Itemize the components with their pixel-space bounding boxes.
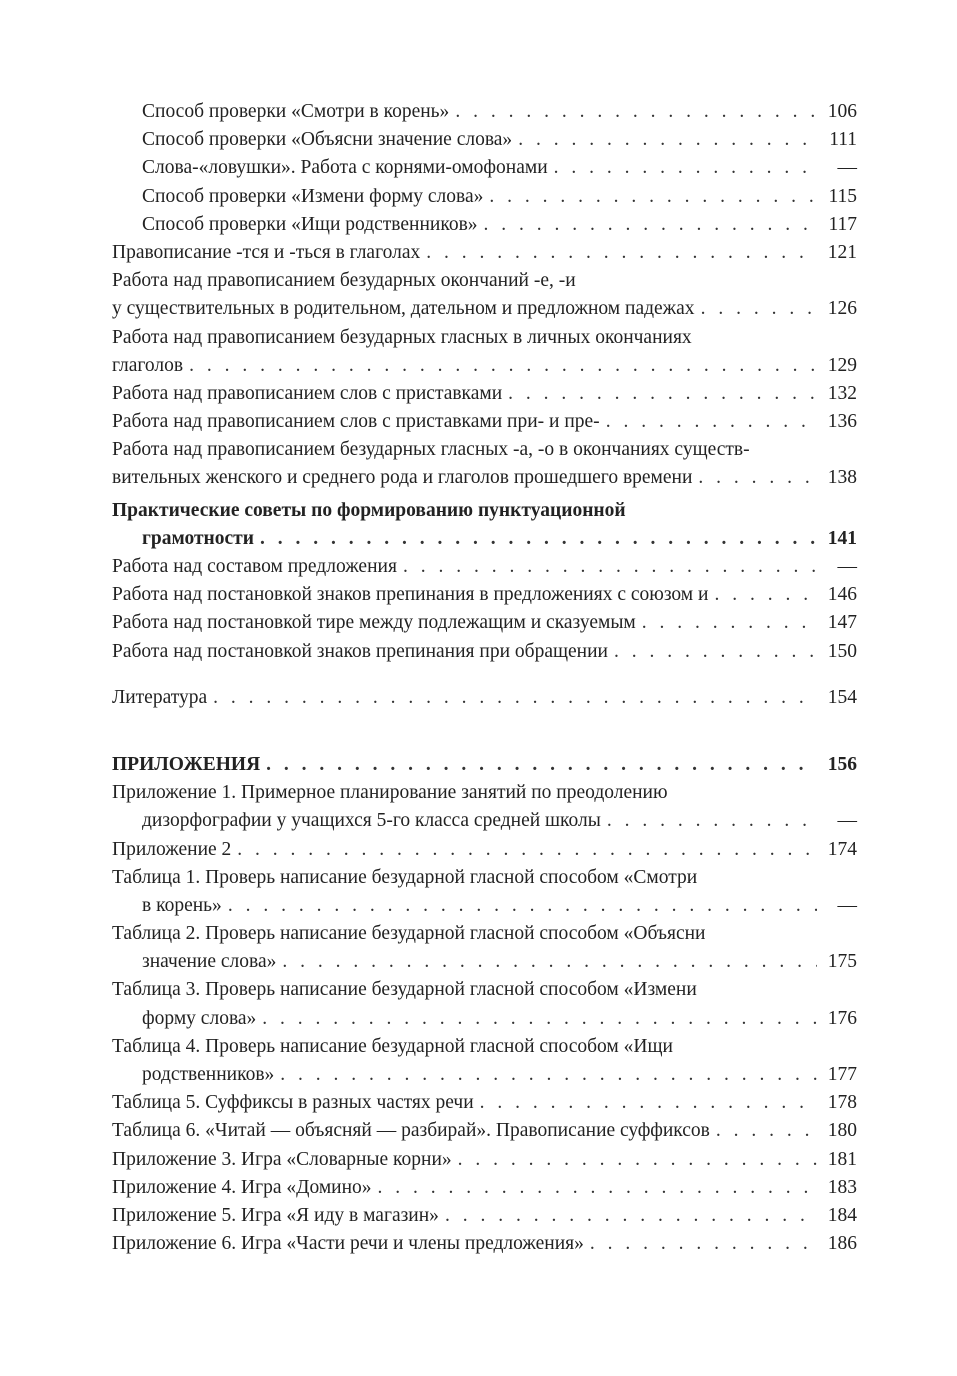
dot-leader <box>614 638 817 666</box>
toc-entry-title: Таблица 2. Проверь написание безударной гласной способом «Объясни <box>112 923 706 945</box>
toc-section-title: грамотности <box>142 527 255 549</box>
toc-entry-page: 184 <box>827 1204 857 1226</box>
toc-section-page: 156 <box>827 753 857 775</box>
toc-entry <box>112 581 857 609</box>
dot-leader <box>403 553 817 581</box>
toc-entry <box>112 1089 857 1117</box>
dot-leader <box>280 1061 817 1089</box>
toc-entry-title: Способ проверки «Измени форму слова» <box>142 185 484 207</box>
toc-section-title: Практические советы по формированию пунктуационной <box>112 499 626 521</box>
toc-entry-title: в корень» <box>142 894 222 916</box>
toc-entry-title: Работа над правописанием слов с приставками <box>112 382 503 404</box>
dot-leader <box>480 1089 817 1117</box>
toc-entry <box>112 464 857 492</box>
toc-entry-title: Таблица 6. «Читай — объясняй — разбирай». Правописание суффиксов <box>112 1120 710 1142</box>
toc-entry <box>112 211 857 239</box>
toc-entry-title: Приложение 2 <box>112 838 232 860</box>
dot-leader <box>189 352 817 380</box>
toc-entry-title: Приложение 1. Примерное планирование занятий по преодолению <box>112 782 668 804</box>
toc-entry-title: значение слова» <box>142 951 277 973</box>
toc-entry <box>112 1202 857 1230</box>
toc-entry-page: 177 <box>827 1064 857 1085</box>
dot-leader <box>607 807 817 835</box>
toc-entry-title: Слова-«ловушки». Работа с корнями-омофонами <box>142 157 548 179</box>
toc-entry <box>112 948 857 976</box>
dot-leader <box>262 1005 817 1033</box>
toc-entry-first-line <box>112 436 857 464</box>
toc-entry-page: — <box>837 894 857 916</box>
toc-entry-title: Таблица 3. Проверь написание безударной гласной способом «Измени <box>112 979 697 1001</box>
toc-entry <box>112 807 857 835</box>
dot-leader <box>455 98 817 126</box>
toc-entry-page: 126 <box>827 298 857 320</box>
toc-entry-title: Приложение 4. Игра «Домино» <box>112 1176 372 1198</box>
dot-leader <box>458 1146 817 1174</box>
toc-entry-page: 175 <box>827 951 857 973</box>
toc-entry-page: 136 <box>827 411 857 433</box>
toc-entry-title: у существительных в родительном, дательном и предложном падежах <box>112 298 695 320</box>
dot-leader <box>266 751 817 779</box>
toc-entry <box>112 1230 857 1258</box>
dot-leader <box>714 581 817 609</box>
toc-entry-first-line <box>112 864 857 892</box>
toc-entry <box>112 239 857 267</box>
toc-section-page: 141 <box>827 527 857 549</box>
dot-leader <box>489 183 817 211</box>
toc-entry-page: — <box>837 556 857 577</box>
toc-entry-page: 138 <box>827 467 857 489</box>
toc-entry <box>112 1117 857 1145</box>
toc-entry-title: глаголов <box>112 354 184 376</box>
toc-entry-title: Работа над правописанием безударных гласных -а, -о в окончаниях существ- <box>112 439 750 461</box>
toc-entry-title: вительных женского и среднего рода и глаголов прошедшего времени <box>112 467 693 489</box>
dot-leader <box>378 1174 817 1202</box>
toc-entry-page: 183 <box>827 1176 857 1198</box>
toc-entry-first-line <box>112 324 857 352</box>
toc-entry-page: — <box>837 810 857 832</box>
toc-section-appendices <box>112 751 857 779</box>
toc-entry-page: 180 <box>827 1120 857 1142</box>
toc-entry-title: Способ проверки «Смотри в корень» <box>142 101 450 122</box>
toc-entry <box>112 380 857 408</box>
toc-entry-page: 129 <box>827 354 857 376</box>
toc-entry <box>112 609 857 637</box>
toc-entry-title: Работа над правописанием безударных окончаний -е, -и <box>112 270 576 292</box>
toc-section <box>112 525 857 553</box>
dot-leader <box>228 892 817 920</box>
dot-leader <box>213 684 817 712</box>
toc-entry-title: Приложение 3. Игра «Словарные корни» <box>112 1148 452 1170</box>
toc-entry <box>112 638 857 666</box>
dot-leader <box>518 126 817 154</box>
toc-entry-page: 174 <box>827 838 857 860</box>
toc-entry-title: Работа над постановкой тире между подлежащим и сказуемым <box>112 612 636 634</box>
dot-leader <box>237 836 817 864</box>
toc-entry-title: форму слова» <box>142 1007 257 1029</box>
toc-entry-title: Способ проверки «Ищи родственников» <box>142 213 478 235</box>
toc-entry <box>112 183 857 211</box>
toc-entry-page: 117 <box>828 213 857 235</box>
toc-entry <box>112 1061 857 1089</box>
toc-entry-title: Работа над постановкой знаков препинания при обращении <box>112 640 608 662</box>
toc-entry <box>112 408 857 436</box>
toc-entry-first-line <box>112 920 857 948</box>
toc-entry <box>112 126 857 154</box>
toc-entry-title: Таблица 5. Суффиксы в разных частях речи <box>112 1092 474 1114</box>
toc-entry-page: 176 <box>827 1007 857 1029</box>
toc-entry-page: 106 <box>827 101 857 122</box>
toc-entry-page: 150 <box>827 640 857 662</box>
toc-entry-page: 132 <box>827 382 857 404</box>
toc-entry-literature <box>112 684 857 712</box>
dot-leader <box>606 408 817 436</box>
dot-leader <box>426 239 817 267</box>
dot-leader <box>484 211 817 239</box>
toc-entry-first-line <box>112 267 857 295</box>
toc-entry <box>112 1146 857 1174</box>
toc-entry-page: 146 <box>827 584 857 606</box>
toc-entry-page: 181 <box>827 1148 857 1170</box>
toc-entry-title: Приложение 5. Игра «Я иду в магазин» <box>112 1204 439 1226</box>
toc-entry-title: Литература <box>112 686 208 708</box>
toc-entry-title: Приложение 6. Игра «Части речи и члены предложения» <box>112 1233 584 1255</box>
toc-entry-first-line <box>112 976 857 1004</box>
table-of-contents <box>112 98 857 1258</box>
dot-leader <box>508 380 817 408</box>
dot-leader <box>590 1230 817 1258</box>
toc-entry-page: 178 <box>827 1092 857 1114</box>
toc-entry-page: 121 <box>827 241 857 263</box>
toc-entry-title: Работа над составом предложения <box>112 556 397 577</box>
dot-leader <box>282 948 817 976</box>
toc-entry-title: Работа над правописанием слов с приставками при- и пре- <box>112 411 600 433</box>
toc-entry <box>112 1174 857 1202</box>
toc-entry-title: Работа над правописанием безударных гласных в личных окончаниях <box>112 326 692 348</box>
dot-leader <box>642 609 817 637</box>
toc-entry-title: дизорфографии у учащихся 5-го класса средней школы <box>142 810 601 832</box>
toc-entry <box>112 154 857 182</box>
toc-entry-page: 147 <box>827 612 857 634</box>
toc-entry <box>112 98 857 126</box>
toc-entry-title: родственников» <box>142 1064 275 1085</box>
dot-leader <box>260 525 817 553</box>
toc-entry-title: Таблица 1. Проверь написание безударной гласной способом «Смотри <box>112 866 698 888</box>
toc-entry-title: Способ проверки «Объясни значение слова» <box>142 129 513 151</box>
toc-entry-page: 154 <box>827 686 857 708</box>
toc-entry <box>112 892 857 920</box>
dot-leader <box>701 295 817 323</box>
dot-leader <box>716 1117 817 1145</box>
dot-leader <box>698 464 817 492</box>
toc-entry-page: — <box>837 157 857 179</box>
toc-entry-title: Таблица 4. Проверь написание безударной гласной способом «Ищи <box>112 1035 673 1057</box>
toc-entry-title: Правописание -тся и -ться в глаголах <box>112 241 421 263</box>
dot-leader <box>554 154 817 182</box>
dot-leader <box>445 1202 817 1230</box>
toc-entry-page: 186 <box>827 1233 857 1255</box>
toc-entry <box>112 1005 857 1033</box>
toc-section-first-line <box>112 497 857 525</box>
toc-entry <box>112 352 857 380</box>
toc-section-title: ПРИЛОЖЕНИЯ <box>112 753 261 775</box>
toc-entry-first-line <box>112 1033 857 1061</box>
toc-entry-page: 115 <box>828 185 857 207</box>
toc-entry-title: Работа над постановкой знаков препинания в предложениях с союзом и <box>112 584 709 606</box>
toc-entry-page: 111 <box>829 129 857 151</box>
toc-entry <box>112 295 857 323</box>
toc-entry <box>112 553 857 581</box>
toc-entry <box>112 836 857 864</box>
toc-entry-first-line <box>112 779 857 807</box>
